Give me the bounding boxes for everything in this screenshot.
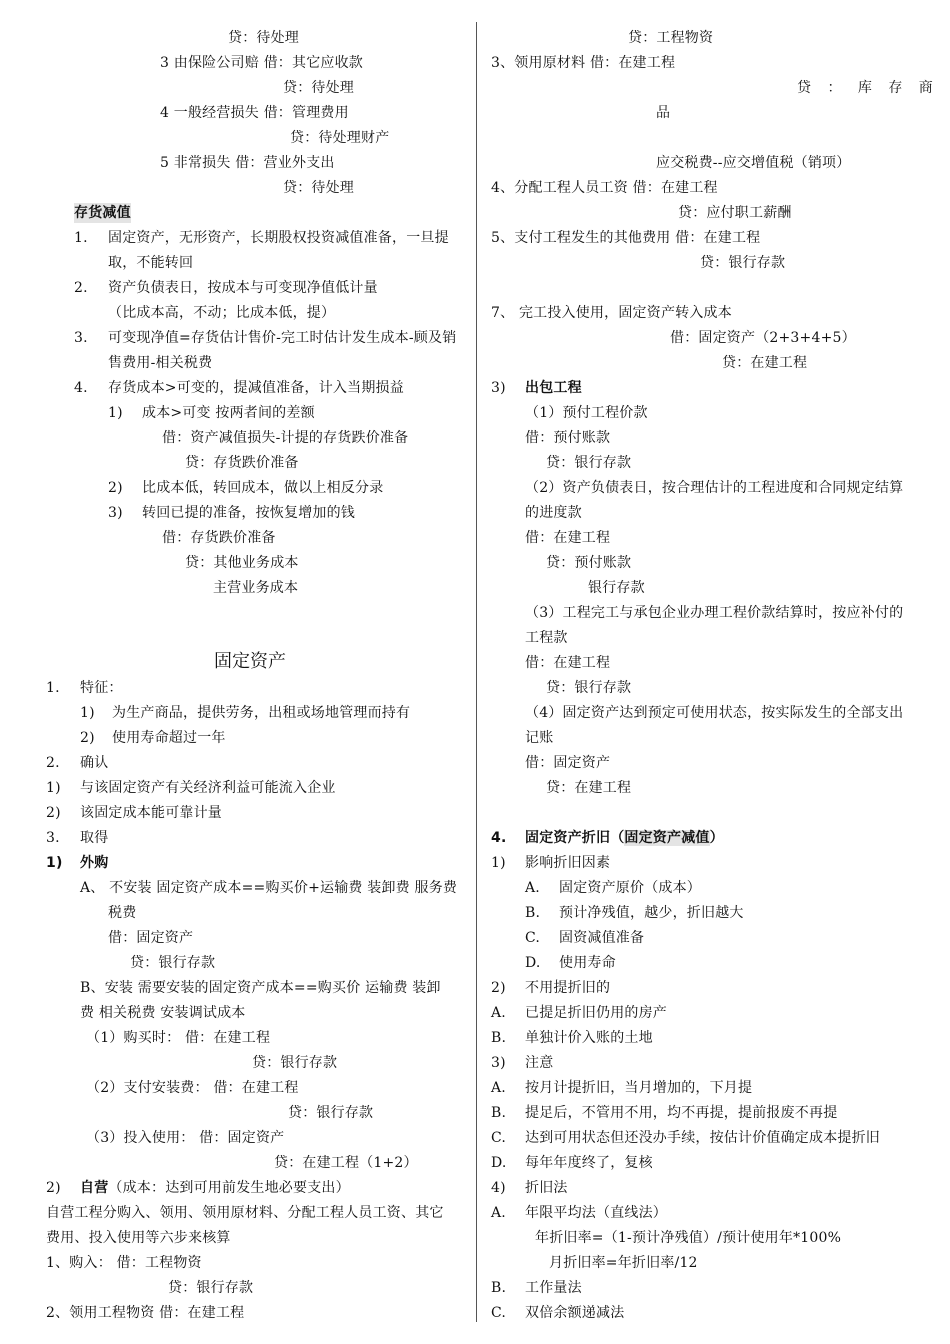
text-line: 单独计价入账的土地 xyxy=(525,1030,653,1046)
text-line: 使用寿命超过一年 xyxy=(112,730,226,746)
text-line: 借：固定资产 xyxy=(108,930,194,946)
text-line: 双倍余额递减法 xyxy=(525,1305,625,1321)
list-number: A. xyxy=(525,880,540,896)
text-line: 每年年度终了，复核 xyxy=(525,1155,653,1171)
text-line: 贷：银行存款 xyxy=(700,255,786,271)
list-number: A. xyxy=(491,1080,506,1096)
text-line: 1、购入： 借：工程物资 xyxy=(46,1255,202,1271)
text-line: 不用提折旧的 xyxy=(525,980,611,996)
list-number: B. xyxy=(491,1280,507,1296)
text-span: （成本：达到可用前发生地必要支出） xyxy=(108,1180,350,1196)
text-line: （2）资产负债表日，按合理估计的工程进度和合同规定结算 xyxy=(525,480,904,496)
list-number: A. xyxy=(491,1205,506,1221)
text-line: （3）投入使用： 借：固定资产 xyxy=(86,1130,285,1146)
text-line: 贷：待处理 xyxy=(283,80,354,96)
text-line: 固定资产原价（成本） xyxy=(559,880,701,896)
text-line: 注意 xyxy=(525,1055,554,1071)
text-line: 贷：工程物资 xyxy=(628,30,714,46)
text-line: （3）工程完工与承包企业办理工程价款结算时，按应补付的 xyxy=(525,605,904,621)
text-line: 成本>可变 按两者间的差额 xyxy=(142,405,315,421)
text-line: 借：预付账款 xyxy=(525,430,611,446)
list-number: 4. xyxy=(491,830,507,846)
list-number: 2) xyxy=(108,480,123,496)
text-line: 贷：银行存款 xyxy=(288,1105,374,1121)
section-heading: 存货减值 xyxy=(74,205,131,221)
text-line: 5、支付工程发生的其他费用 借：在建工程 xyxy=(491,230,761,246)
list-number: A. xyxy=(491,1005,506,1021)
list-number: D. xyxy=(525,955,541,971)
text-line: 按月计提折旧，当月增加的，下月提 xyxy=(525,1080,753,1096)
text-line: 已提足折旧仍用的房产 xyxy=(525,1005,667,1021)
text-line: 主营业务成本 xyxy=(213,580,299,596)
text-line: 取得 xyxy=(80,830,109,846)
text-line: 售费用-相关税费 xyxy=(108,355,213,371)
text-line: 4、分配工程人员工资 借：在建工程 xyxy=(491,180,718,196)
section-title: 固定资产 xyxy=(214,651,286,672)
text-line: 借：固定资产 xyxy=(525,755,611,771)
text-line: 自营工程分购入、领用、领用原材料、分配工程人员工资、其它 xyxy=(46,1205,444,1221)
text-line: （1）购买时： 借：在建工程 xyxy=(86,1030,271,1046)
text-line: 比成本低，转回成本，做以上相反分录 xyxy=(142,480,384,496)
list-number: 1) xyxy=(80,705,95,721)
formula-line: 月折旧率=年折旧率/12 xyxy=(549,1255,698,1271)
list-number: 2) xyxy=(46,1180,61,1196)
text-line: 确认 xyxy=(80,755,109,771)
formula-line: 年折旧率=（1-预计净残值）/预计使用年*100% xyxy=(535,1230,842,1246)
text-line: （比成本高，不动；比成本低，提） xyxy=(108,305,336,321)
highlighted-text: 固定资产减值 xyxy=(624,830,710,846)
text-line: 贷：银行存款 xyxy=(252,1055,338,1071)
list-number: 3. xyxy=(74,330,88,346)
text-line: （4）固定资产达到预定可使用状态，按实际发生的全部支出 xyxy=(525,705,904,721)
text-line: 贷：预付账款 xyxy=(546,555,632,571)
text-line: 贷：待处理财产 xyxy=(290,130,390,146)
text-line: 折旧法 xyxy=(525,1180,568,1196)
text-line: 贷：在建工程 xyxy=(722,355,808,371)
text-line: 为生产商品，提供劳务，出租或场地管理而持有 xyxy=(112,705,411,721)
text-line xyxy=(80,1178,350,1198)
text-line: 贷：银行存款 xyxy=(168,1280,254,1296)
text-line: （2）支付安装费： 借：在建工程 xyxy=(86,1080,299,1096)
text-line: 特征： xyxy=(80,680,123,696)
list-number: 1. xyxy=(74,230,88,246)
list-number: C. xyxy=(491,1305,507,1321)
text-line: 贷：银行存款 xyxy=(130,955,216,971)
list-number: 1. xyxy=(46,680,60,696)
text-line: 4 一般经营损失 借：管理费用 xyxy=(160,105,349,121)
text-line: 固资减值准备 xyxy=(559,930,645,946)
text-line: 固定资产，无形资产，长期股权投资减值准备，一旦提 xyxy=(108,230,449,246)
text-line: 贷：在建工程（1+2） xyxy=(274,1155,418,1171)
text-line: （1）预付工程价款 xyxy=(525,405,648,421)
subsection-heading: 外购 xyxy=(80,855,109,871)
list-number: 2. xyxy=(46,755,60,771)
text-line: 与该固定资产有关经济利益可能流入企业 xyxy=(80,780,336,796)
text-line: 使用寿命 xyxy=(559,955,616,971)
text-line: 贷：在建工程 xyxy=(546,780,632,796)
list-number: 1) xyxy=(491,855,506,871)
text-line: 银行存款 xyxy=(588,580,645,596)
text-line: 借：在建工程 xyxy=(525,530,611,546)
text-line: 借：固定资产（2+3+4+5） xyxy=(670,330,856,346)
text-line: 工作量法 xyxy=(525,1280,582,1296)
list-number: 2) xyxy=(46,805,61,821)
text-line: 应交税费--应交增值税（销项） xyxy=(656,155,851,171)
text-line: 5 非常损失 借：营业外支出 xyxy=(160,155,335,171)
text-span: 固定资产折旧（ xyxy=(525,830,625,846)
list-number: B. xyxy=(491,1030,507,1046)
list-number: B. xyxy=(491,1105,507,1121)
text-line: 贷：其他业务成本 xyxy=(185,555,299,571)
text-line: 品 xyxy=(656,105,671,121)
text-line: 贷：应付职工薪酬 xyxy=(678,205,792,221)
list-number: 1) xyxy=(108,405,123,421)
list-number: 4) xyxy=(491,1180,506,1196)
text-line: 3、领用原材料 借：在建工程 xyxy=(491,55,676,71)
text-line: 达到可用状态但还没办手续，按估计价值确定成本提折旧 xyxy=(525,1130,880,1146)
list-number: 3) xyxy=(491,380,506,396)
text-line: 贷：银行存款 xyxy=(546,680,632,696)
list-number: 2) xyxy=(80,730,95,746)
list-number: 4. xyxy=(74,380,88,396)
text-line: 的进度款 xyxy=(525,505,582,521)
text-line: 借：在建工程 xyxy=(525,655,611,671)
list-number: 3) xyxy=(108,505,123,521)
text-line: 费 相关税费 安装调试成本 xyxy=(80,1005,246,1021)
text-line: B、安装 需要安装的固定资产成本==购买价 运输费 装卸 xyxy=(80,980,441,996)
text-line: 年限平均法（直线法） xyxy=(525,1205,667,1221)
text-line: 费用、投入使用等六步来核算 xyxy=(46,1230,231,1246)
text-line: 可变现净值=存货估计售价-完工时估计发生成本-顾及销 xyxy=(108,330,457,346)
list-number: 2) xyxy=(491,980,506,996)
text-line: 2、领用工程物资 借：在建工程 xyxy=(46,1305,245,1321)
list-number: C. xyxy=(525,930,541,946)
list-number: 3. xyxy=(46,830,60,846)
subsection-heading: 自营 xyxy=(80,1180,109,1196)
list-number: 1) xyxy=(46,780,61,796)
section-heading xyxy=(525,828,724,848)
text-line: 工程款 xyxy=(525,630,568,646)
text-line: 提足后，不管用不用，均不再提，提前报废不再提 xyxy=(525,1105,838,1121)
text-line: 借：资产减值损失-计提的存货跌价准备 xyxy=(162,430,409,446)
text-line: 3 由保险公司赔 借：其它应收款 xyxy=(160,55,364,71)
list-number: 2. xyxy=(74,280,88,296)
text-line: 影响折旧因素 xyxy=(525,855,611,871)
list-number: B. xyxy=(525,905,541,921)
text-line: 税费 xyxy=(108,905,137,921)
list-number: 1) xyxy=(46,855,63,871)
text-line: 取，不能转回 xyxy=(108,255,194,271)
text-line: 记账 xyxy=(525,730,554,746)
subsection-heading: 出包工程 xyxy=(525,380,582,396)
text-span: ） xyxy=(709,830,724,846)
list-number: 3) xyxy=(491,1055,506,1071)
text-line: 贷：待处理 xyxy=(283,180,354,196)
text-line: 预计净残值，越少，折旧越大 xyxy=(559,905,744,921)
text-line: 资产负债表日，按成本与可变现净值低计量 xyxy=(108,280,378,296)
list-number: D. xyxy=(491,1155,507,1171)
text-line: 转回已提的准备，按恢复增加的钱 xyxy=(142,505,355,521)
text-line: 贷：存货跌价准备 xyxy=(185,455,299,471)
list-number: C. xyxy=(491,1130,507,1146)
text-line: 借：存货跌价准备 xyxy=(162,530,276,546)
text-line: 该固定成本能可靠计量 xyxy=(80,805,222,821)
text-line: 贷：待处理 xyxy=(228,30,299,46)
text-line: 贷：银行存款 xyxy=(546,455,632,471)
column-divider xyxy=(476,22,477,1322)
text-line: 贷 ： 库 存 商 xyxy=(797,80,939,96)
text-line: A、 不安装 固定资产成本==购买价+运输费 装卸费 服务费 xyxy=(80,880,458,896)
text-line: 7、 完工投入使用，固定资产转入成本 xyxy=(491,305,732,321)
text-line: 存货成本>可变的，提减值准备，计入当期损益 xyxy=(108,380,404,396)
